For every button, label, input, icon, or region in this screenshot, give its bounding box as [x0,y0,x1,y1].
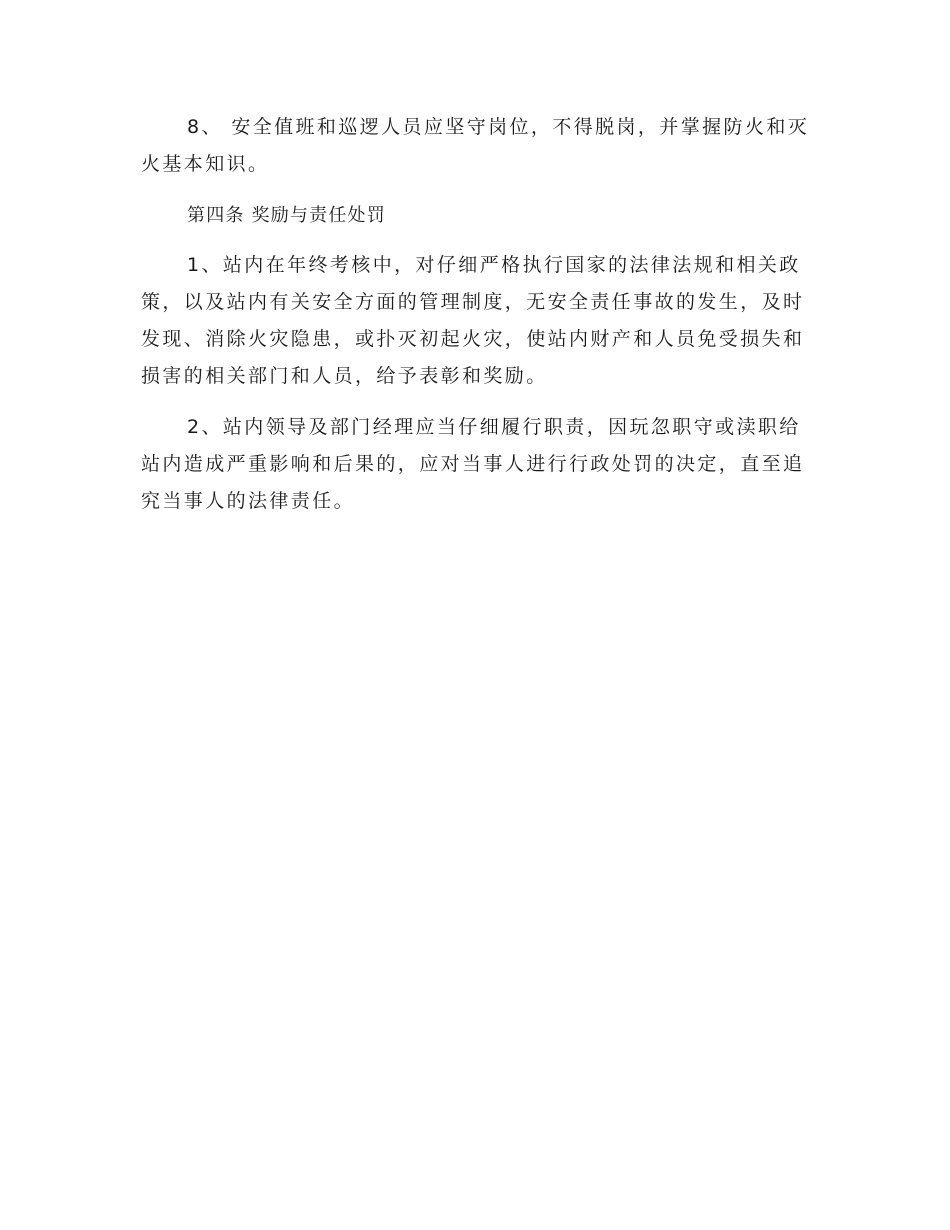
paragraph-item-8: 8、 安全值班和巡逻人员应坚守岗位，不得脱岗，并掌握防火和灭火基本知识。 [141,116,810,175]
document-body [141,109,811,534]
paragraph-penalty-2: 2、站内领导及部门经理应当仔细履行职责，因玩忽职守或渎职给站内造成严重影响和后果的，应对当事人进行行政处罚的决定，直至追究当事人的法律责任。 [141,416,805,512]
section-heading-article-4: 第四条 奖励与责任处罚 [187,205,386,226]
paragraph-reward-1: 1、站内在年终考核中，对仔细严格执行国家的法律法规和相关政策，以及站内有关安全方面的管理制度，无安全责任事故的发生，及时发现、消除火灾隐患，或扑灭初起火灾，使站内财产和人员免受损失和损害的相关部门和人员，给予表彰和奖励。 [141,254,805,387]
